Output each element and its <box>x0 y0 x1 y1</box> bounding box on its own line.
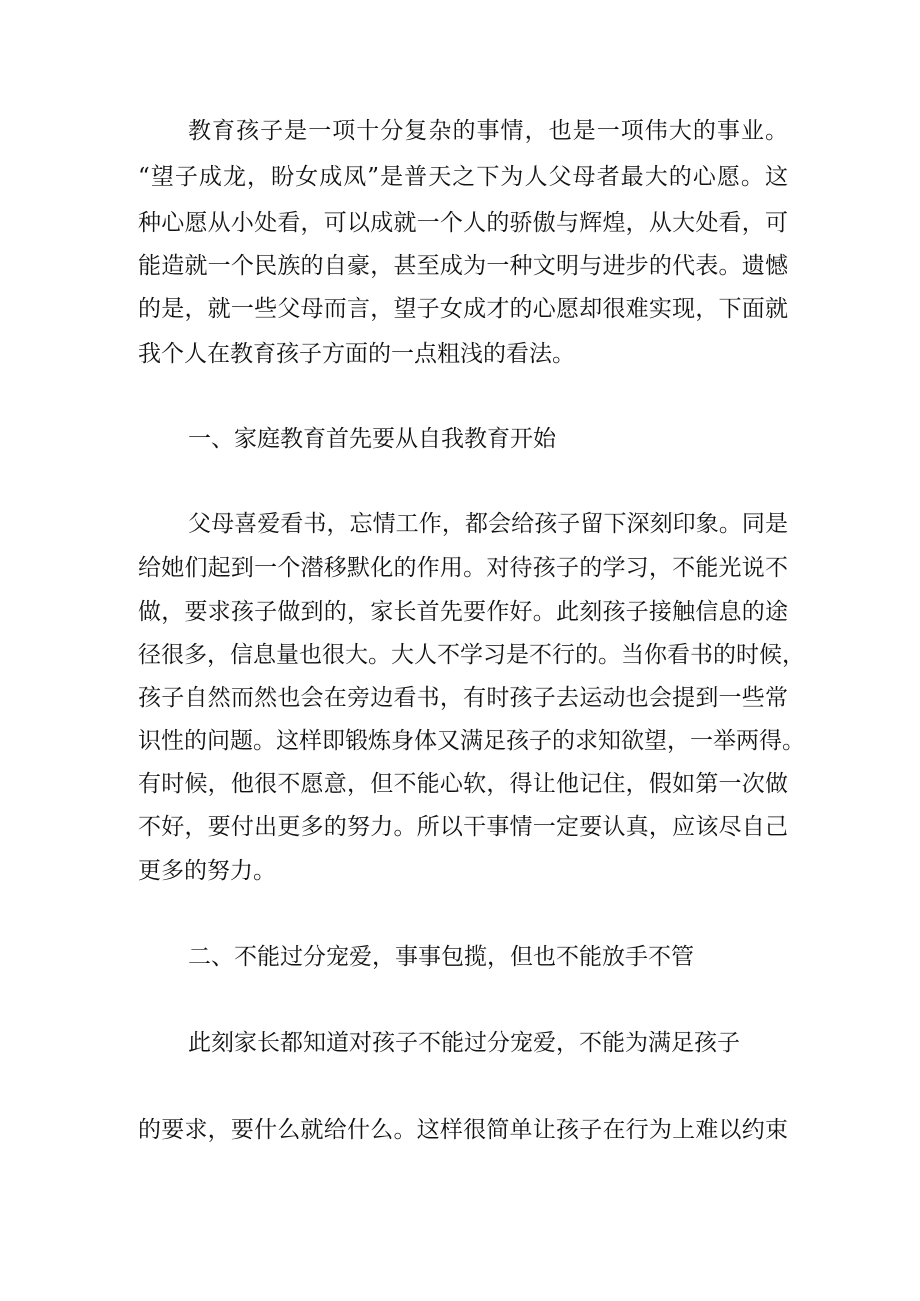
section1-line-4: 径很多，信息量也很大。大人不学习是不行的。当你看书的时候， <box>138 642 805 668</box>
intro-line-2: “望子成龙，盼女成凤”是普天之下为人父母者最大的心愿。这 <box>138 164 788 190</box>
section1-line-3: 做，要求孩子做到的，家长首先要作好。此刻孩子接触信息的途 <box>138 599 788 625</box>
section1-line-7: 有时候，他很不愿意，但不能心软，得让他记住，假如第一次做 <box>138 771 788 797</box>
section-heading-2: 二、不能过分宠爱，事事包揽，但也不能放手不管 <box>188 944 694 970</box>
intro-line-3: 种心愿从小处看，可以成就一个人的骄傲与辉煌，从大处看，可 <box>138 210 788 236</box>
intro-line-4: 能造就一个民族的自豪，甚至成为一种文明与进步的代表。遗憾 <box>138 253 788 279</box>
section1-line-1: 父母喜爱看书，忘情工作，都会给孩子留下深刻印象。同是 <box>188 511 788 537</box>
intro-line-1: 教育孩子是一项十分复杂的事情，也是一项伟大的事业。 <box>188 118 788 144</box>
section1-line-5: 孩子自然而然也会在旁边看书，有时孩子去运动也会提到一些常 <box>138 685 788 711</box>
section2-line-2: 的要求，要什么就给什么。这样很简单让孩子在行为上难以约束 <box>138 1117 788 1143</box>
section1-line-9: 更多的努力。 <box>138 858 276 884</box>
section1-line-8: 不好，要付出更多的努力。所以干事情一定要认真，应该尽自己 <box>138 814 788 840</box>
section1-line-2: 给她们起到一个潜移默化的作用。对待孩子的学习，不能光说不 <box>138 555 788 581</box>
section-heading-1: 一、家庭教育首先要从自我教育开始 <box>188 426 556 452</box>
section2-line-1: 此刻家长都知道对孩子不能过分宠爱，不能为满足孩子 <box>188 1030 740 1056</box>
intro-line-5: 的是，就一些父母而言，望子女成才的心愿却很难实现，下面就 <box>138 296 788 322</box>
intro-line-6: 我个人在教育孩子方面的一点粗浅的看法。 <box>138 341 575 367</box>
section1-line-6: 识性的问题。这样即锻炼身体又满足孩子的求知欲望，一举两得。 <box>138 728 805 754</box>
